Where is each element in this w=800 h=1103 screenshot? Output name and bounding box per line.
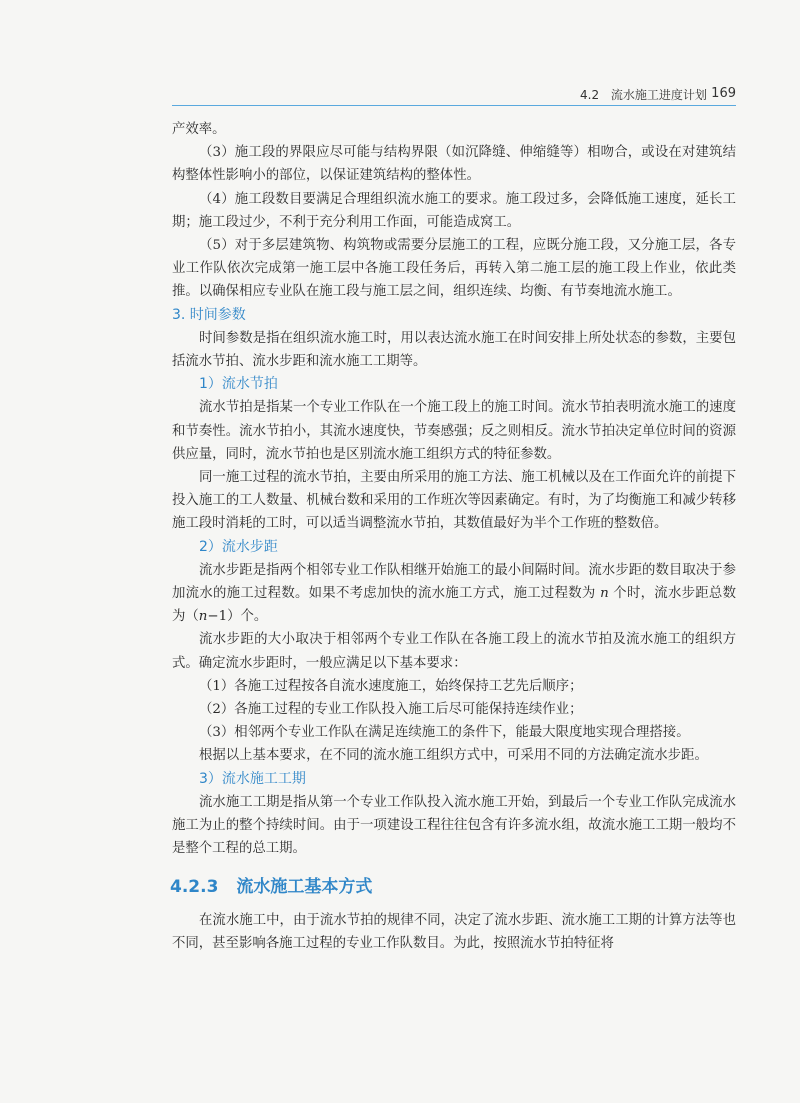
subheading-flow-duration: 3）流水施工工期 [199,770,306,787]
subheading-flow-beat: 1）流水节拍 [199,376,278,393]
page-body [172,118,736,955]
paragraph: 根据以上基本要求，在不同的流水施工组织方式中，可采用不同的方法确定流水步距。 [199,748,708,764]
header-rule [172,105,736,106]
text-run: −1）个。 [207,609,268,625]
variable-n: n [198,609,208,625]
paragraph: 在流水施工中，由于流水节拍的规律不同，决定了流水步距、流水施工工期的计算方法等也不同，甚至影响各施工过程的专业工作队数目。为此，按照流水节拍特征将 [172,912,736,951]
section-number: 4.2.3 [170,876,219,897]
paragraph: （3）施工段的界限应尽可能与结构界限（如沉降缝、伸缩缝等）相吻合，或设在对建筑结构整体性影响小的部位，以保证建筑结构的整体性。 [172,145,736,184]
paragraph: （5）对于多层建筑物、构筑物或需要分层施工的工程，应既分施工段，又分施工层，各专业工作队依次完成第一施工层中各施工段任务后，再转入第二施工层的施工段上作业，依此类推。以确保相应专业队在施工段与施工层之间，组织连续、均衡、有节奏地流水施工。 [172,238,736,300]
paragraph: 流水施工工期是指从第一个专业工作队投入流水施工开始，到最后一个专业工作队完成流水施工为止的整个持续时间。由于一项建设工程往往包含有许多流水组，故流水施工工期一般均不是整个工程的总工期。 [172,794,736,857]
list-item: （1）各施工过程按各自流水速度施工，始终保持工艺先后顺序； [199,678,583,694]
paragraph: 同一施工过程的流水节拍，主要由所采用的施工方法、施工机械以及在工作面允许的前提下投入施工的工人数量、机械台数和采用的工作班次等因素确定。有时，为了均衡施工和减少转移施工段时消耗的工时，可以适当调整流水节拍，其数值最好为半个工作班的整数倍。 [172,470,736,532]
section-title: 流水施工基本方式 [236,876,373,897]
page-number: 169 [711,86,736,101]
running-head [580,86,736,103]
running-head-section-ref: 4.2 [580,88,600,102]
paragraph: 流水节拍是指某一个专业工作队在一个施工段上的施工时间。流水节拍表明流水施工的速度和节奏性。流水节拍小，其流水速度快，节奏感强；反之则相反。流水节拍决定单位时间的资源供应量，同时，流水节拍也是区别流水施工组织方式的特征参数。 [172,400,736,462]
text-run: 个时，流水步距总数为（ [172,586,736,625]
text-run: 流水步距是指两个相邻专业工作队相继开始施工的最小间隔时间。流水步距的数目取决于参加流水的施工过程数。如果不考虑加快的流水施工方式，施工过程数为 [172,562,736,602]
subheading-flow-step: 2）流水步距 [199,538,278,555]
section-heading [170,875,736,899]
subheading-time-params: 3. 时间参数 [172,306,246,323]
paragraph [172,559,736,629]
list-item: （3）相邻两个专业工作队在满足连续施工的条件下，能最大限度地实现合理搭接。 [199,725,690,741]
list-item: （2）各施工过程的专业工作队投入施工后尽可能保持连续作业； [199,702,583,718]
variable-n: n [600,586,609,602]
paragraph: （4）施工段数目要满足合理组织流水施工的要求。施工段过多，会降低施工速度，延长工期；施工段过少，不利于充分利用工作面，可能造成窝工。 [172,191,736,230]
paragraph: 产效率。 [172,122,226,137]
paragraph: 时间参数是指在组织流水施工时，用以表达流水施工在时间安排上所处状态的参数，主要包括流水节拍、流水步距和流水施工工期等。 [172,330,736,370]
paragraph: 流水步距的大小取决于相邻两个专业工作队在各施工段上的流水节拍及流水施工的组织方式。确定流水步距时，一般应满足以下基本要求： [172,632,736,671]
running-head-title: 流水施工进度计划 [610,88,707,102]
